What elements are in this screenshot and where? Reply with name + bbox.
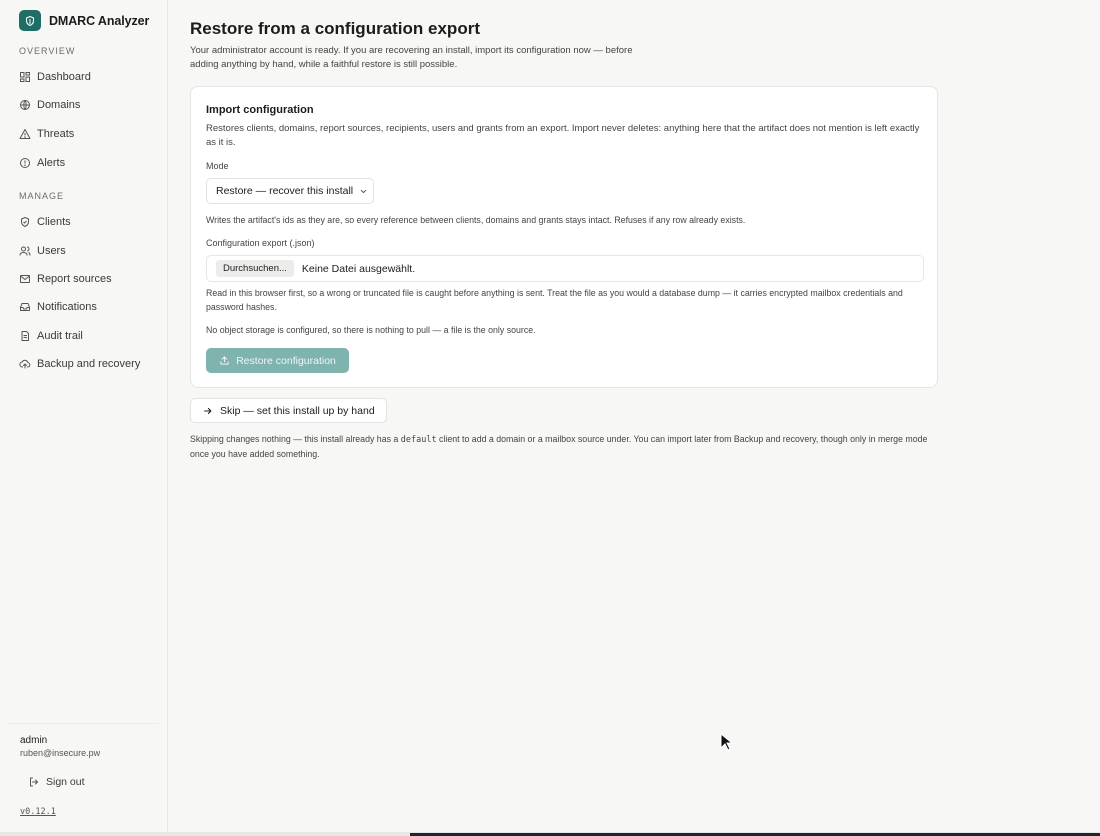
page-description: Your administrator account is ready. If you are recovering an install, import its configuration now — before adding anything by hand, while a faithful restore is still possible.	[190, 45, 633, 70]
sidebar-item-label: Users	[37, 245, 66, 257]
brand[interactable]	[19, 10, 149, 31]
sidebar-item-label: Threats	[37, 128, 75, 140]
sidebar-item-alerts[interactable]	[19, 154, 65, 172]
version-link[interactable]: v0.12.1	[20, 807, 56, 817]
sidebar-item-users[interactable]	[19, 242, 66, 260]
user-email: ruben@insecure.pw	[20, 748, 101, 758]
sign-out-label: Sign out	[46, 776, 85, 788]
warning-icon	[19, 128, 31, 140]
file-help: Read in this browser first, so a wrong or truncated file is caught before anything is sent. Treat the file as you would a database dump — it carries encrypted mailbox credentials and password hashes.	[206, 288, 903, 312]
storage-note: No object storage is configured, so there is nothing to pull — a file is the only source.	[206, 325, 536, 335]
mouse-cursor-icon	[720, 733, 732, 751]
sidebar-item-report-sources[interactable]	[19, 270, 112, 288]
sidebar-item-audit-trail[interactable]	[19, 327, 83, 345]
sidebar-divider	[8, 723, 159, 724]
page-title: Restore from a configuration export	[190, 19, 480, 38]
sidebar-item-label: Dashboard	[37, 71, 91, 83]
shield-icon	[19, 10, 41, 31]
restore-configuration-button[interactable]	[206, 348, 349, 373]
file-name-status: Keine Datei ausgewählt.	[301, 262, 416, 275]
sidebar-item-label: Clients	[37, 216, 71, 228]
browse-button[interactable]: Durchsuchen...	[216, 260, 294, 277]
mail-icon	[19, 273, 31, 285]
default-client-code: default	[400, 435, 437, 445]
sidebar-item-label: Alerts	[37, 157, 66, 169]
upload-icon	[219, 355, 230, 366]
user-name: admin	[20, 735, 48, 746]
shield-check-icon	[19, 216, 31, 228]
users-icon	[19, 245, 31, 257]
import-configuration-card	[190, 86, 938, 388]
mode-help: Writes the artifact's ids as they are, so every reference between clients, domains and grants stays intact. Refuses if any row already exists.	[206, 215, 746, 225]
arrow-right-icon	[203, 406, 213, 416]
card-description: Restores clients, domains, report sources, recipients, users and grants from an export. Import never deletes: anything here that the artifact does not mention is left exactly as it is.	[206, 123, 920, 148]
section-label-overview: OVERVIEW	[19, 46, 76, 56]
brand-name: DMARC Analyzer	[49, 13, 150, 28]
sidebar-item-label: Backup and recovery	[37, 358, 141, 370]
sidebar-item-backup-and-recovery[interactable]	[19, 355, 140, 373]
main-content	[168, 0, 1100, 832]
skip-note-text-end: client to add a domain or a mailbox source under. You can import later from Backup and recovery, though only in merge mode once you have added something.	[190, 434, 928, 459]
restore-button-label: Restore configuration	[236, 354, 336, 367]
mode-select[interactable]	[206, 178, 374, 204]
cloud-upload-icon	[19, 358, 31, 370]
skip-note	[190, 433, 930, 461]
sign-out-icon	[28, 776, 40, 788]
inbox-icon	[19, 301, 31, 313]
sidebar-item-clients[interactable]	[19, 213, 71, 231]
mode-label: Mode	[206, 161, 229, 171]
skip-note-text: Skipping changes nothing — this install already has a	[190, 434, 401, 444]
file-label: Configuration export (.json)	[206, 238, 315, 248]
bottom-bar	[0, 832, 1100, 836]
sidebar-item-dashboard[interactable]	[19, 68, 91, 86]
alert-circle-icon	[19, 157, 31, 169]
sidebar-item-label: Notifications	[37, 301, 97, 313]
chevron-down-icon	[359, 187, 368, 196]
sidebar	[0, 0, 168, 832]
skip-button-label: Skip — set this install up by hand	[220, 404, 375, 417]
section-label-manage: MANAGE	[19, 191, 65, 201]
sidebar-item-label: Report sources	[37, 273, 112, 285]
sidebar-item-domains[interactable]	[19, 96, 80, 114]
document-icon	[19, 330, 31, 342]
sidebar-item-label: Domains	[37, 99, 81, 111]
card-title: Import configuration	[206, 104, 314, 116]
sidebar-item-threats[interactable]	[19, 125, 74, 143]
skip-button[interactable]	[190, 398, 387, 423]
globe-icon	[19, 99, 31, 111]
sign-out-button[interactable]	[28, 776, 85, 788]
configuration-file-input[interactable]	[206, 255, 924, 282]
sidebar-item-label: Audit trail	[37, 330, 83, 342]
dashboard-icon	[19, 71, 31, 83]
mode-select-value: Restore — recover this install	[216, 185, 354, 197]
sidebar-item-notifications[interactable]	[19, 298, 97, 316]
